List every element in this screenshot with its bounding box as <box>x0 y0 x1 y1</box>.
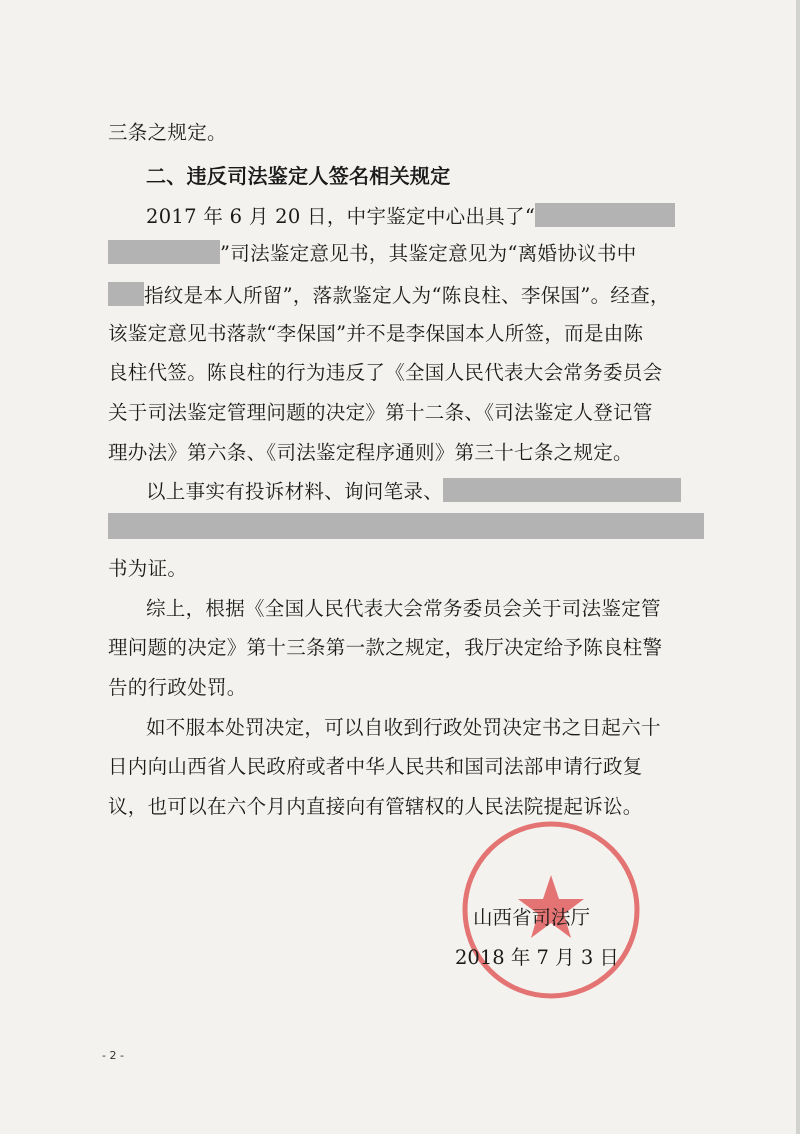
redaction-block <box>108 240 220 264</box>
section-heading: 二、违反司法鉴定人签名相关规定 <box>146 164 451 188</box>
redaction-block <box>535 203 675 227</box>
text-line-5: 指纹是本人所留”，落款鉴定人为“陈良柱、李保国”。经查， <box>108 282 708 309</box>
text-line-15: 告的行政处罚。 <box>108 676 247 699</box>
text-line-13: 综上，根据《全国人民代表大会常务委员会关于司法鉴定管 <box>146 597 661 620</box>
page-number: - 2 - <box>102 1049 124 1062</box>
text-line-12: 书为证。 <box>108 557 188 580</box>
redaction-block <box>108 282 144 306</box>
text-line-4: ”司法鉴定意见书，其鉴定意见为“离婚协议书中 <box>108 240 708 267</box>
text-line-16: 如不服本处罚决定，可以自收到行政处罚决定书之日起六十 <box>146 716 661 739</box>
text-line-6: 该鉴定意见书落款“李保国”并不是李保国本人所签，而是由陈 <box>108 322 644 345</box>
text-line-17: 日内向山西省人民政府或者中华人民共和国司法部申请行政复 <box>108 755 643 778</box>
text-line-3: 2017 年 6 月 20 日，中宇鉴定中心出具了“ <box>146 203 746 230</box>
signature-org: 山西省司法厅 <box>473 906 591 929</box>
text-line-14: 理问题的决定》第十三条第一款之规定，我厅决定给予陈良柱警 <box>108 636 663 659</box>
text-line-18: 议，也可以在六个月内直接向有管辖权的人民法院提起诉讼。 <box>108 795 643 818</box>
text-line-8: 关于司法鉴定管理问题的决定》第十二条、《司法鉴定人登记管 <box>108 401 653 424</box>
redaction-block <box>108 513 704 539</box>
redaction-block <box>443 478 681 502</box>
text-line-10: 以上事实有投诉材料、询问笔录、 <box>146 478 746 505</box>
redacted-line <box>108 513 708 542</box>
text-line-1: 三条之规定。 <box>108 121 227 144</box>
text-line-7: 良柱代签。陈良柱的行为违反了《全国人民代表大会常务委员会 <box>108 361 663 384</box>
signature-date: 2018 年 7 月 3 日 <box>455 946 619 969</box>
text-line-9: 理办法》第六条、《司法鉴定程序通则》第三十七条之规定。 <box>108 441 633 464</box>
